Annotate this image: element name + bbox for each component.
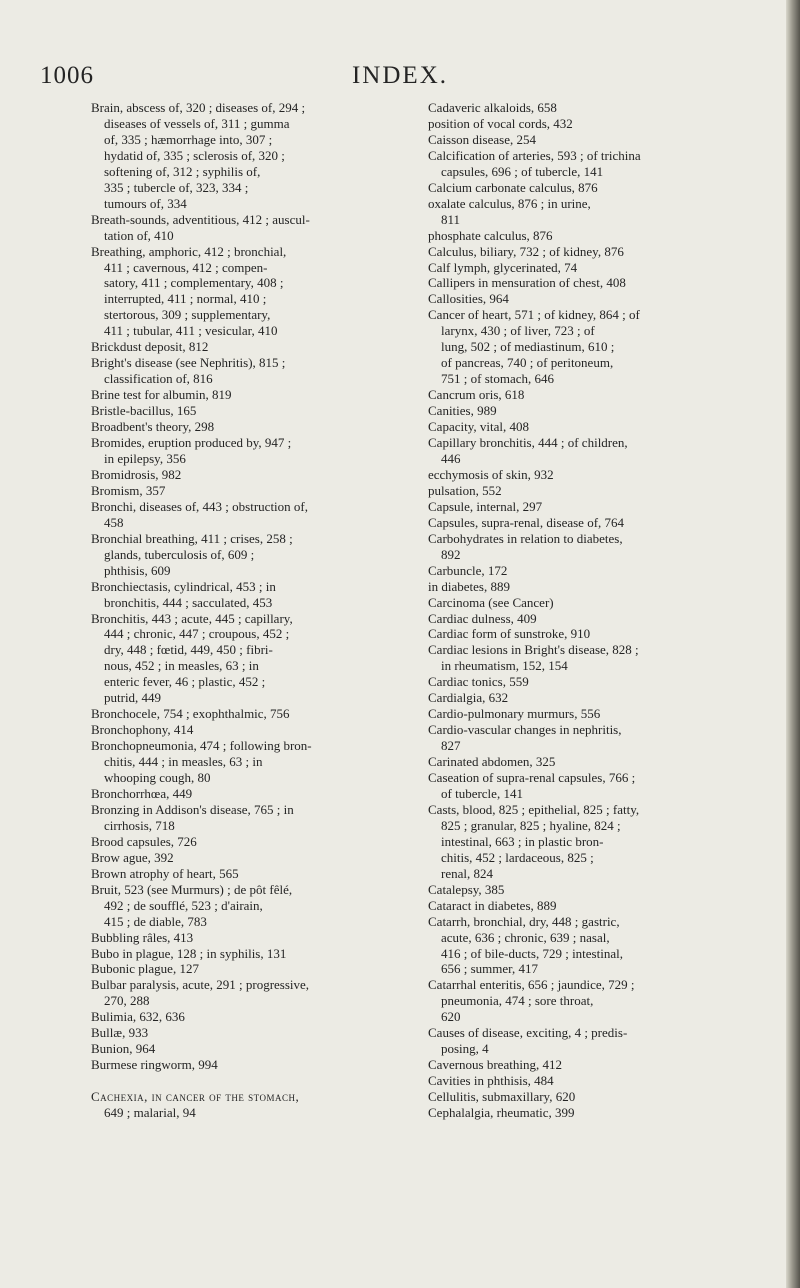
index-entry-line: Cephalalgia, rheumatic, 399	[428, 1105, 575, 1121]
index-entry-line: stertorous, 309 ; supplementary,	[104, 307, 271, 323]
book-page-edge	[786, 0, 800, 1288]
index-entry-line: Capillary bronchitis, 444 ; of children,	[428, 435, 628, 451]
index-entry-line: of tubercle, 141	[441, 785, 523, 801]
index-entry	[428, 483, 758, 499]
index-entry-line: 827	[441, 738, 461, 754]
index-entry	[428, 307, 758, 387]
index-entry-line: Cardialgia, 632	[428, 690, 509, 706]
index-entry-line: Breath-sounds, adventitious, 412 ; auscul-	[91, 211, 310, 227]
index-entry-line: Callosities, 964	[428, 291, 509, 307]
index-entry	[91, 866, 411, 882]
index-entry-line: position of vocal cords, 432	[428, 115, 573, 131]
index-entry-line: 751 ; of stomach, 646	[441, 371, 555, 387]
index-entry-line: Cardiac dulness, 409	[428, 610, 537, 626]
index-entry-line: Calculus, biliary, 732 ; of kidney, 876	[428, 243, 624, 259]
index-entry	[428, 116, 758, 132]
index-entry-line: Catalepsy, 385	[428, 881, 505, 897]
index-entry-line: Carbohydrates in relation to diabetes,	[428, 530, 623, 546]
index-entry-line: Bronchi, diseases of, 443 ; obstruction of,	[91, 498, 308, 514]
index-entry-line: Cavernous breathing, 412	[428, 1057, 562, 1073]
index-entry-line: satory, 411 ; complementary, 408 ;	[104, 275, 284, 291]
index-entry-line: Bubo in plague, 128 ; in syphilis, 131	[91, 945, 287, 961]
index-entry-line: 411 ; cavernous, 412 ; compen-	[104, 259, 268, 275]
index-entry-line: Bronchorrhœa, 449	[91, 785, 193, 801]
index-entry	[428, 228, 758, 244]
index-entry-line: Bulbar paralysis, acute, 291 ; progressive,	[91, 977, 310, 993]
index-entry-line: Cavities in phthisis, 484	[428, 1073, 554, 1089]
index-entry	[428, 244, 758, 260]
index-entry-line: Canities, 989	[428, 403, 497, 419]
index-entry-line: in epilepsy, 356	[104, 450, 186, 466]
index-entry-line: interrupted, 411 ; normal, 410 ;	[104, 291, 267, 307]
index-entry	[91, 100, 411, 212]
index-entry-line: Cardio-vascular changes in nephritis,	[428, 722, 622, 738]
index-entry	[91, 738, 411, 786]
index-entry-line: Cadaveric alkaloids, 658	[428, 100, 557, 115]
index-entry-line: Cardiac lesions in Bright's disease, 828 ;	[428, 642, 639, 658]
index-entry-line: ecchymosis of skin, 932	[428, 466, 554, 482]
index-entry-line: Cardiac tonics, 559	[428, 674, 529, 690]
index-entry	[91, 706, 411, 722]
index-entry-line: 270, 288	[104, 993, 150, 1009]
index-entry	[428, 898, 758, 914]
index-entry-line: Cancrum oris, 618	[428, 387, 525, 403]
index-entry-line: Cardio-pulmonary murmurs, 556	[428, 706, 601, 722]
index-entry	[428, 419, 758, 435]
index-entry-line: Bright's disease (see Nephritis), 815 ;	[91, 355, 286, 371]
index-entry-line: Calf lymph, glycerinated, 74	[428, 259, 578, 275]
index-entry	[428, 1073, 758, 1089]
index-entry	[91, 435, 411, 467]
index-entry-line: Brickdust deposit, 812	[91, 339, 209, 355]
index-entry-line: intestinal, 663 ; in plastic bron-	[441, 833, 604, 849]
index-entry-line: Bubbling râles, 413	[91, 929, 194, 945]
index-entry	[428, 1025, 758, 1057]
index-entry	[91, 786, 411, 802]
index-entry	[428, 690, 758, 706]
index-entry	[428, 1089, 758, 1105]
index-entry-line: Bromides, eruption produced by, 947 ;	[91, 435, 292, 451]
index-entry-line: glands, tuberculosis of, 609 ;	[104, 546, 255, 562]
index-entry-line: putrid, 449	[104, 690, 162, 706]
index-entry-line: 620	[441, 1009, 461, 1025]
index-entry	[428, 515, 758, 531]
index-entry-line: 411 ; tubular, 411 ; vesicular, 410	[104, 323, 278, 339]
index-entry	[91, 579, 411, 611]
index-entry-line: 825 ; granular, 825 ; hyaline, 824 ;	[441, 817, 621, 833]
index-gap	[91, 1073, 411, 1089]
index-entry-line: Bristle-bacillus, 165	[91, 403, 197, 419]
index-entry-line: Cellulitis, submaxillary, 620	[428, 1089, 576, 1105]
index-entry-line: Bronzing in Addison's disease, 765 ; in	[91, 801, 294, 817]
index-entry	[428, 802, 758, 882]
index-entry-line: in rheumatism, 152, 154	[441, 658, 568, 674]
index-entry-line: Bronchitis, 443 ; acute, 445 ; capillary,	[91, 610, 293, 626]
index-entry-line: enteric fever, 46 ; plastic, 452 ;	[104, 674, 266, 690]
index-entry-line: pneumonia, 474 ; sore throat,	[441, 993, 594, 1009]
index-entry-line: 811	[441, 211, 461, 227]
index-entry-line: Caseation of supra-renal capsules, 766 ;	[428, 770, 636, 786]
index-entry-line: Broadbent's theory, 298	[91, 419, 215, 435]
index-entry	[428, 563, 758, 579]
index-entry-line: Bromidrosis, 982	[91, 466, 182, 482]
index-entry-line: classification of, 816	[104, 371, 213, 387]
index-entry	[428, 977, 758, 1025]
index-entry-line: Carbuncle, 172	[428, 562, 508, 578]
index-entry-line: 656 ; summer, 417	[441, 961, 538, 977]
index-entry	[428, 579, 758, 595]
index-entry	[91, 977, 411, 1009]
index-entry	[428, 260, 758, 276]
index-entry-line: Capacity, vital, 408	[428, 419, 529, 435]
index-entry-line: tation of, 410	[104, 227, 174, 243]
index-entry-line: Bunion, 964	[91, 1041, 156, 1057]
index-entry-line: Cachexia, in cancer of the stomach,	[91, 1089, 300, 1105]
index-entry	[91, 467, 411, 483]
index-entry-line: 458	[104, 514, 124, 530]
index-entry-line: dry, 448 ; fœtid, 449, 450 ; fibri-	[104, 642, 273, 658]
index-entry	[91, 802, 411, 834]
index-entry-line: Capsules, supra-renal, disease of, 764	[428, 514, 625, 530]
index-entry-line: Brown atrophy of heart, 565	[91, 865, 239, 881]
index-entry	[91, 244, 411, 340]
index-entry	[91, 850, 411, 866]
index-entry	[428, 132, 758, 148]
index-entry-line: Casts, blood, 825 ; epithelial, 825 ; fatty,	[428, 801, 640, 817]
index-entry-line: renal, 824	[441, 865, 493, 881]
index-entry-line: oxalate calculus, 876 ; in urine,	[428, 195, 591, 211]
index-column-right	[428, 100, 758, 1121]
index-entry-line: 335 ; tubercle of, 323, 334 ;	[104, 179, 249, 195]
index-entry-line: Bronchial breathing, 411 ; crises, 258 ;	[91, 530, 293, 546]
index-entry	[428, 1105, 758, 1121]
index-entry	[91, 499, 411, 531]
index-entry-line: Calcification of arteries, 593 ; of trichina	[428, 147, 641, 163]
index-entry-line: Bronchiectasis, cylindrical, 453 ; in	[91, 578, 276, 594]
index-entry-line: phosphate calculus, 876	[428, 227, 553, 243]
index-entry-line: acute, 636 ; chronic, 639 ; nasal,	[441, 929, 610, 945]
index-entry-line: 415 ; de diable, 783	[104, 913, 207, 929]
index-entry	[428, 100, 758, 116]
index-entry	[91, 930, 411, 946]
index-entry	[91, 212, 411, 244]
index-entry-line: cirrhosis, 718	[104, 817, 175, 833]
page-number: 1006	[40, 62, 94, 89]
index-entry	[428, 595, 758, 611]
index-entry	[91, 1025, 411, 1041]
index-entry	[91, 355, 411, 387]
index-entry-line: Catarrh, bronchial, dry, 448 ; gastric,	[428, 913, 620, 929]
index-entry	[428, 275, 758, 291]
index-entry-line: 892	[441, 546, 461, 562]
index-entry-line: tumours of, 334	[104, 195, 187, 211]
index-entry-line: Calcium carbonate calculus, 876	[428, 179, 598, 195]
index-entry-line: Catarrhal enteritis, 656 ; jaundice, 729 ;	[428, 977, 635, 993]
index-entry	[91, 483, 411, 499]
index-entry-line: Brain, abscess of, 320 ; diseases of, 294 ;	[91, 100, 306, 115]
index-entry	[91, 339, 411, 355]
index-entry-line: Callipers in mensuration of chest, 408	[428, 275, 626, 291]
index-entry-line: 444 ; chronic, 447 ; croupous, 452 ;	[104, 626, 290, 642]
index-entry	[91, 1057, 411, 1073]
index-entry-line: Bronchocele, 754 ; exophthalmic, 756	[91, 706, 290, 722]
index-entry-line: 446	[441, 450, 461, 466]
index-entry-line: of, 335 ; hæmorrhage into, 307 ;	[104, 131, 273, 147]
index-entry-line: Bruit, 523 (see Murmurs) ; de pôt fêlé,	[91, 881, 293, 897]
index-entry-line: chitis, 452 ; lardaceous, 825 ;	[441, 849, 594, 865]
index-entry	[428, 403, 758, 419]
index-entry	[91, 946, 411, 962]
index-entry	[428, 674, 758, 690]
index-entry-line: in diabetes, 889	[428, 578, 510, 594]
index-entry-line: Bubonic plague, 127	[91, 961, 199, 977]
index-entry	[428, 180, 758, 196]
index-entry-line: Burmese ringworm, 994	[91, 1057, 218, 1073]
index-entry	[91, 1009, 411, 1025]
index-entry-line: lung, 502 ; of mediastinum, 610 ;	[441, 339, 615, 355]
index-entry-line: nous, 452 ; in measles, 63 ; in	[104, 658, 259, 674]
index-entry	[428, 626, 758, 642]
index-entry	[428, 148, 758, 180]
index-entry-line: phthisis, 609	[104, 562, 171, 578]
index-entry-line: Causes of disease, exciting, 4 ; predis-	[428, 1025, 628, 1041]
index-entry-line: Carinated abdomen, 325	[428, 754, 556, 770]
index-entry-line: bronchitis, 444 ; sacculated, 453	[104, 594, 273, 610]
index-entry	[428, 754, 758, 770]
index-entry	[91, 611, 411, 707]
index-entry-line: 649 ; malarial, 94	[104, 1105, 196, 1121]
index-entry-line: Cardiac form of sunstroke, 910	[428, 626, 591, 642]
index-entry	[91, 882, 411, 930]
index-entry-line: Bronchopneumonia, 474 ; following bron-	[91, 738, 312, 754]
index-entry-line: capsules, 696 ; of tubercle, 141	[441, 163, 604, 179]
index-entry	[91, 834, 411, 850]
index-entry	[91, 961, 411, 977]
index-entry	[428, 642, 758, 674]
index-entry-line: whooping cough, 80	[104, 770, 211, 786]
running-title: INDEX.	[351, 62, 448, 89]
index-entry	[428, 531, 758, 563]
index-entry	[91, 1041, 411, 1057]
index-entry-line: Caisson disease, 254	[428, 131, 536, 147]
index-entry	[428, 499, 758, 515]
index-entry-line: Brow ague, 392	[91, 849, 174, 865]
index-entry-line: hydatid of, 335 ; sclerosis of, 320 ;	[104, 147, 285, 163]
index-entry	[428, 387, 758, 403]
index-entry	[428, 882, 758, 898]
index-entry-line: pulsation, 552	[428, 482, 502, 498]
index-column-left	[91, 100, 411, 1121]
index-entry-line: Carcinoma (see Cancer)	[428, 594, 554, 610]
index-entry-line: larynx, 430 ; of liver, 723 ; of	[441, 323, 595, 339]
index-entry	[428, 722, 758, 754]
index-entry-line: Bromism, 357	[91, 482, 166, 498]
index-entry	[428, 196, 758, 228]
index-entry-line: Bullæ, 933	[91, 1025, 149, 1041]
index-entry-line: diseases of vessels of, 311 ; gumma	[104, 115, 290, 131]
index-entry	[91, 403, 411, 419]
index-entry-line: chitis, 444 ; in measles, 63 ; in	[104, 754, 263, 770]
index-entry	[91, 419, 411, 435]
index-entry	[91, 387, 411, 403]
index-entry-line: of pancreas, 740 ; of peritoneum,	[441, 355, 614, 371]
index-entry	[428, 770, 758, 802]
page-header	[0, 62, 800, 96]
index-entry	[91, 531, 411, 579]
index-entry	[428, 291, 758, 307]
index-entry	[428, 1057, 758, 1073]
index-entry	[428, 467, 758, 483]
index-entry-line: Cancer of heart, 571 ; of kidney, 864 ; of	[428, 307, 640, 323]
index-entry	[428, 706, 758, 722]
index-entry	[428, 611, 758, 627]
index-entry-cachexia	[91, 1089, 411, 1121]
index-entry	[428, 435, 758, 467]
index-entry-line: Bronchophony, 414	[91, 722, 194, 738]
index-entry	[91, 722, 411, 738]
index-entry-line: Capsule, internal, 297	[428, 498, 543, 514]
index-entry-line: posing, 4	[441, 1041, 489, 1057]
index-entry	[428, 914, 758, 978]
index-entry-line: softening of, 312 ; syphilis of,	[104, 163, 261, 179]
index-entry-line: Bulimia, 632, 636	[91, 1009, 185, 1025]
index-entry-line: 492 ; de soufflé, 523 ; d'airain,	[104, 897, 263, 913]
index-entry-line: Cataract in diabetes, 889	[428, 897, 557, 913]
index-entry-line: Breathing, amphoric, 412 ; bronchial,	[91, 243, 287, 259]
index-entry-line: 416 ; of bile-ducts, 729 ; intestinal,	[441, 945, 623, 961]
index-entry-line: Brood capsules, 726	[91, 833, 197, 849]
index-entry-line: Brine test for albumin, 819	[91, 387, 232, 403]
